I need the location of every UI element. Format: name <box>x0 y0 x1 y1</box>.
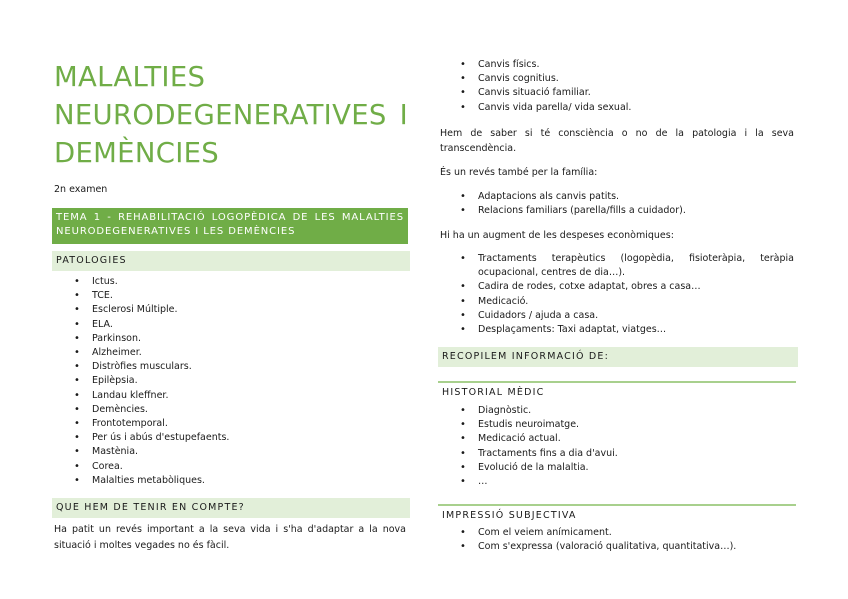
list-item: • Cuidadors / ajuda a casa. <box>440 309 794 323</box>
compte-heading: QUE HEM DE TENIR EN COMPTE? <box>52 498 410 518</box>
list-item: • Medicació. <box>440 295 794 309</box>
list-item: • Ictus. <box>54 275 408 289</box>
list-item: • Canvis cognitius. <box>440 72 794 86</box>
page-title: MALALTIES NEURODEGENERATIVES I DEMÈNCIES <box>54 61 408 169</box>
list-item: • Corea. <box>54 460 408 474</box>
list-item: • Esclerosi Múltiple. <box>54 303 408 317</box>
impressio-heading: IMPRESSIÓ SUBJECTIVA <box>438 504 796 524</box>
list-item: • ELA. <box>54 318 408 332</box>
list-item: • Com el veiem anímicament. <box>440 526 794 540</box>
list-item: • Canvis vida parella/ vida sexual. <box>440 101 794 115</box>
despeses-list <box>440 252 794 337</box>
historial-heading: HISTORIAL MÈDIC <box>438 381 796 401</box>
list-item: • Per ús i abús d'estupefaents. <box>54 431 408 445</box>
list-item: • Medicació actual. <box>440 432 794 446</box>
list-item: • Desplaçaments: Taxi adaptat, viatges… <box>440 323 794 337</box>
familia-list <box>440 190 794 218</box>
historial-list <box>440 404 794 489</box>
list-item: • Alzheimer. <box>54 346 408 360</box>
patologies-list <box>54 275 408 488</box>
list-item: • Epilèpsia. <box>54 374 408 388</box>
tema-banner: TEMA 1 - REHABILITACIÓ LOGOPÈDICA DE LES MALALTIES NEURODEGENERATIVES I LES DEMÈNCIES <box>52 208 408 244</box>
list-item: • Demències. <box>54 403 408 417</box>
list-item: • Malalties metabòliques. <box>54 474 408 488</box>
list-item: • Frontotemporal. <box>54 417 408 431</box>
list-item: • Estudis neuroimatge. <box>440 418 794 432</box>
list-item: • Cadira de rodes, cotxe adaptat, obres a casa… <box>440 280 794 294</box>
list-item: • Relacions familiars (parella/fills a cuidador). <box>440 204 794 218</box>
list-item: • Adaptacions als canvis patits. <box>440 190 794 204</box>
list-item: • Com s'expressa (valoració qualitativa, quantitativa…). <box>440 540 794 554</box>
list-item: • Tractaments fins a dia d'avui. <box>440 447 794 461</box>
list-item: • Tractaments terapèutics (logopèdia, fisioteràpia, teràpia ocupacional, centres de dia…). <box>440 252 794 280</box>
list-item: • Distròfies musculars. <box>54 360 408 374</box>
para-despeses: Hi ha un augment de les despeses econòmiques: <box>440 230 674 241</box>
compte-text: Ha patit un revés important a la seva vida i s'ha d'adaptar a la nova situació i moltes vegades no és fàcil. <box>54 524 406 551</box>
recopilem-heading: RECOPILEM INFORMACIÓ DE: <box>438 347 798 367</box>
list-item: • Canvis físics. <box>440 58 794 72</box>
para-consciencia: Hem de saber si té consciència o no de la patologia i la seva transcendència. <box>440 128 794 154</box>
canvis-list <box>440 58 794 115</box>
list-item: • Mastènia. <box>54 445 408 459</box>
patologies-heading: PATOLOGIES <box>52 251 410 271</box>
impressio-list <box>440 526 794 554</box>
list-item: • … <box>440 475 794 489</box>
list-item: • Evolució de la malaltia. <box>440 461 794 475</box>
para-familia: És un revés també per la família: <box>440 167 598 178</box>
list-item: • Landau kleffner. <box>54 389 408 403</box>
list-item: • Canvis situació familiar. <box>440 86 794 100</box>
subtitle: 2n examen <box>54 184 108 195</box>
list-item: • Parkinson. <box>54 332 408 346</box>
list-item: • TCE. <box>54 289 408 303</box>
list-item: • Diagnòstic. <box>440 404 794 418</box>
